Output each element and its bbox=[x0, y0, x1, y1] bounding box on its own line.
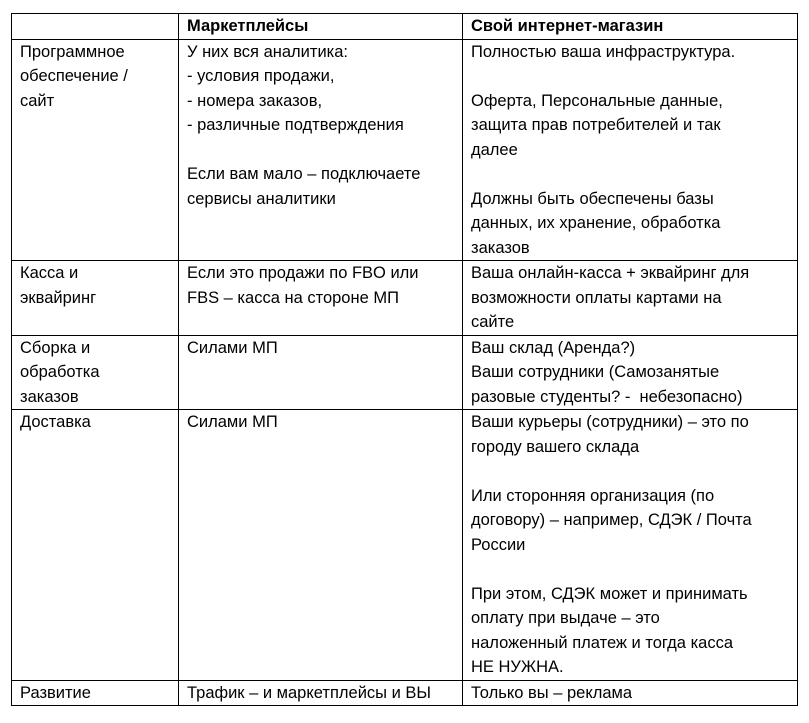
header-empty-cell bbox=[12, 14, 179, 40]
cell-marketplaces-software: У них вся аналитика: - условия продажи, - номера заказов, - различные подтверждения Если вам мало – подключаете сервисы аналитики bbox=[179, 39, 463, 261]
table-row-assembly bbox=[12, 335, 798, 410]
row-label-cash: Касса и эквайринг bbox=[12, 261, 179, 336]
paragraph-gap bbox=[471, 459, 791, 484]
header-marketplaces: Маркетплейсы bbox=[179, 14, 463, 40]
cell-own-store-software: Полностью ваша инфраструктура. Оферта, Персональные данные, защита прав потребителей и так далее Должны быть обеспечены базы данных, их хранение, обработка заказов bbox=[463, 39, 798, 261]
comparison-table bbox=[11, 13, 798, 706]
cell-own-store-cash: Ваша онлайн-касса + эквайринг для возможности оплаты картами на сайте bbox=[463, 261, 798, 336]
table-row-cash bbox=[12, 261, 798, 336]
cell-marketplaces-delivery: Силами МП bbox=[179, 410, 463, 681]
paragraph-gap bbox=[471, 64, 791, 89]
row-label-software: Программное обеспечение / сайт bbox=[12, 39, 179, 261]
header-row bbox=[12, 14, 798, 40]
paragraph-gap bbox=[187, 138, 456, 163]
cell-own-store-development: Только вы – реклама bbox=[463, 680, 798, 706]
row-label-delivery: Доставка bbox=[12, 410, 179, 681]
row-label-development: Развитие bbox=[12, 680, 179, 706]
table-row-software bbox=[12, 39, 798, 261]
cell-own-store-delivery: Ваши курьеры (сотрудники) – это по городу вашего склада Или сторонняя организация (по договору) – например, СДЭК / Почта России При этом, СДЭК может и принимать оплату при выдаче – это наложенный платеж и тогда касса НЕ НУЖНА. bbox=[463, 410, 798, 681]
cell-marketplaces-development: Трафик – и маркетплейсы и ВЫ bbox=[179, 680, 463, 706]
table-row-development bbox=[12, 680, 798, 706]
table-row-delivery bbox=[12, 410, 798, 681]
cell-marketplaces-assembly: Силами МП bbox=[179, 335, 463, 410]
header-own-store: Свой интернет-магазин bbox=[463, 14, 798, 40]
paragraph-gap bbox=[471, 557, 791, 582]
cell-marketplaces-cash: Если это продажи по FBO или FBS – касса на стороне МП bbox=[179, 261, 463, 336]
cell-own-store-assembly: Ваш склад (Аренда?) Ваши сотрудники (Самозанятые разовые студенты? - небезопасно) bbox=[463, 335, 798, 410]
paragraph-gap bbox=[471, 162, 791, 187]
row-label-assembly: Сборка и обработка заказов bbox=[12, 335, 179, 410]
